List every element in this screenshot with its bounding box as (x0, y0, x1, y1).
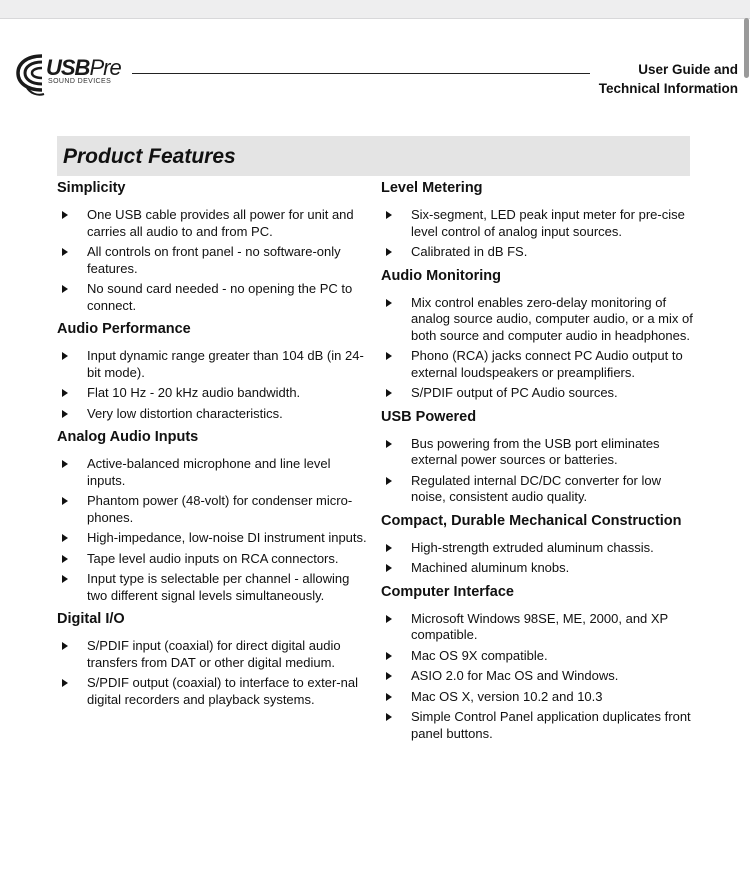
list-item-text: No sound card needed - no opening the PC to connect. (87, 281, 353, 313)
bullet-triangle-icon (62, 555, 68, 563)
section-compact-construction (381, 512, 693, 577)
list-item-text: Bus powering from the USB port eliminates external power sources or batteries. (411, 435, 660, 467)
bullet-triangle-icon (386, 248, 392, 256)
list-item (57, 207, 369, 240)
list-item (381, 244, 693, 261)
list-item-text: Simple Control Panel application duplicates front panel buttons. (411, 709, 691, 741)
list-item-text: Mac OS 9X compatible. (411, 647, 548, 663)
list-item (381, 648, 693, 665)
bullet-triangle-icon (62, 410, 68, 418)
list-item (57, 571, 369, 604)
section-usb-powered (381, 408, 693, 506)
list-item-text: S/PDIF input (coaxial) for direct digital audio transfers from DAT or other digital medium. (87, 638, 341, 670)
logo-usb: USB (46, 55, 90, 80)
scrollbar-thumb[interactable] (744, 18, 749, 78)
bullet-triangle-icon (386, 693, 392, 701)
list-item (57, 551, 369, 568)
list-item-text: Regulated internal DC/DC converter for low noise, consistent audio quality. (411, 472, 661, 504)
bullet-triangle-icon (386, 440, 392, 448)
bullet-triangle-icon (386, 713, 392, 721)
section-title: Compact, Durable Mechanical Construction (381, 512, 682, 529)
bullet-triangle-icon (386, 544, 392, 552)
section-computer-interface (381, 583, 693, 743)
section-digital-io (57, 610, 369, 708)
section-analog-audio-inputs (57, 428, 369, 604)
list-item-text: One USB cable provides all power for unit and carries all audio to and from PC. (87, 207, 354, 239)
bullet-triangle-icon (386, 211, 392, 219)
list-item (381, 560, 693, 577)
bullet-triangle-icon (62, 460, 68, 468)
list-item (57, 493, 369, 526)
header-rule (132, 73, 590, 74)
list-item (381, 295, 693, 345)
bullet-triangle-icon (386, 477, 392, 485)
list-item (381, 668, 693, 685)
page-title-band (57, 136, 690, 176)
list-item-text: Mix control enables zero-delay monitoring of analog source audio, computer audio, or a mix of both source and computer audio in headphones. (411, 294, 693, 343)
bullet-triangle-icon (62, 534, 68, 542)
list-item-text: Calibrated in dB FS. (411, 244, 528, 259)
list-item (57, 281, 369, 314)
section-title: Computer Interface (381, 583, 514, 600)
bullet-triangle-icon (386, 615, 392, 623)
scrollbar[interactable] (742, 18, 750, 78)
list-item-text: Input dynamic range greater than 104 dB (in 24-bit mode). (87, 348, 364, 380)
list-item (381, 689, 693, 706)
bullet-triangle-icon (62, 352, 68, 360)
left-column (57, 176, 369, 714)
list-item-text: Tape level audio inputs on RCA connectors. (87, 550, 339, 566)
section-title: Audio Monitoring (381, 267, 501, 284)
section-title: Analog Audio Inputs (57, 429, 199, 445)
list-item (57, 348, 369, 381)
list-item-text: Phantom power (48-volt) for condenser micro-phones. (87, 493, 353, 525)
bullet-triangle-icon (386, 389, 392, 397)
list-item (381, 611, 693, 644)
list-item (381, 709, 693, 742)
list-item-text: High-strength extruded aluminum chassis. (411, 539, 654, 555)
bullet-triangle-icon (62, 642, 68, 650)
list-item (57, 675, 369, 708)
bullet-triangle-icon (62, 211, 68, 219)
list-item (57, 406, 369, 423)
logo-pre: Pre (89, 55, 121, 80)
section-audio-monitoring (381, 267, 693, 402)
section-title: Digital I/O (57, 611, 125, 627)
list-item-text: Phono (RCA) jacks connect PC Audio output to external loudspeakers or preamplifiers. (411, 348, 683, 380)
bullet-triangle-icon (62, 679, 68, 687)
bullet-triangle-icon (62, 389, 68, 397)
bullet-triangle-icon (386, 652, 392, 660)
section-title: Audio Performance (57, 321, 191, 337)
list-item (57, 456, 369, 489)
bullet-triangle-icon (62, 285, 68, 293)
list-item-text: Machined aluminum knobs. (411, 560, 570, 575)
bullet-triangle-icon (386, 299, 392, 307)
list-item (381, 207, 693, 240)
logo-subtitle: SOUND DEVICES (48, 78, 112, 85)
viewer-top-bar (0, 0, 750, 19)
section-level-metering (381, 179, 693, 261)
list-item (381, 348, 693, 381)
bullet-triangle-icon (386, 672, 392, 680)
list-item-text: Microsoft Windows 98SE, ME, 2000, and XP compatible. (411, 610, 668, 642)
list-item-text: All controls on front panel - no software-only features. (87, 244, 341, 276)
list-item-text: Input type is selectable per channel - allowing two different signal levels simultaneously. (87, 571, 350, 603)
section-title: Level Metering (381, 180, 483, 196)
list-item-text: High-impedance, low-noise DI instrument inputs. (87, 530, 367, 545)
section-title: Simplicity (57, 180, 126, 196)
section-simplicity (57, 179, 369, 314)
list-item-text: ASIO 2.0 for Mac OS and Windows. (411, 668, 619, 683)
list-item-text: Six-segment, LED peak input meter for pre-cise level control of analog input sources. (411, 207, 685, 239)
page-title: Product Features (63, 145, 236, 168)
list-item (57, 530, 369, 547)
list-item (57, 385, 369, 402)
bullet-triangle-icon (386, 564, 392, 572)
section-audio-performance (57, 320, 369, 422)
list-item (57, 638, 369, 671)
list-item-text: Flat 10 Hz - 20 kHz audio bandwidth. (87, 385, 301, 400)
usbpre-logo (12, 50, 132, 98)
list-item (381, 540, 693, 557)
document-title-line-1: User Guide and (638, 62, 738, 77)
list-item (381, 473, 693, 506)
list-item-text: Very low distortion characteristics. (87, 405, 283, 421)
right-column (381, 176, 693, 748)
list-item-text: Mac OS X, version 10.2 and 10.3 (411, 688, 603, 704)
list-item (57, 244, 369, 277)
list-item-text: S/PDIF output of PC Audio sources. (411, 385, 618, 400)
list-item-text: Active-balanced microphone and line level inputs. (87, 456, 331, 488)
list-item (381, 385, 693, 402)
document-title-line-2: Technical Information (598, 81, 738, 96)
bullet-triangle-icon (62, 248, 68, 256)
list-item-text: S/PDIF output (coaxial) to interface to exter-nal digital recorders and playback systems. (87, 675, 358, 707)
document-title (599, 60, 738, 98)
bullet-triangle-icon (62, 575, 68, 583)
list-item (381, 436, 693, 469)
bullet-triangle-icon (62, 497, 68, 505)
section-title: USB Powered (381, 408, 477, 425)
bullet-triangle-icon (386, 352, 392, 360)
